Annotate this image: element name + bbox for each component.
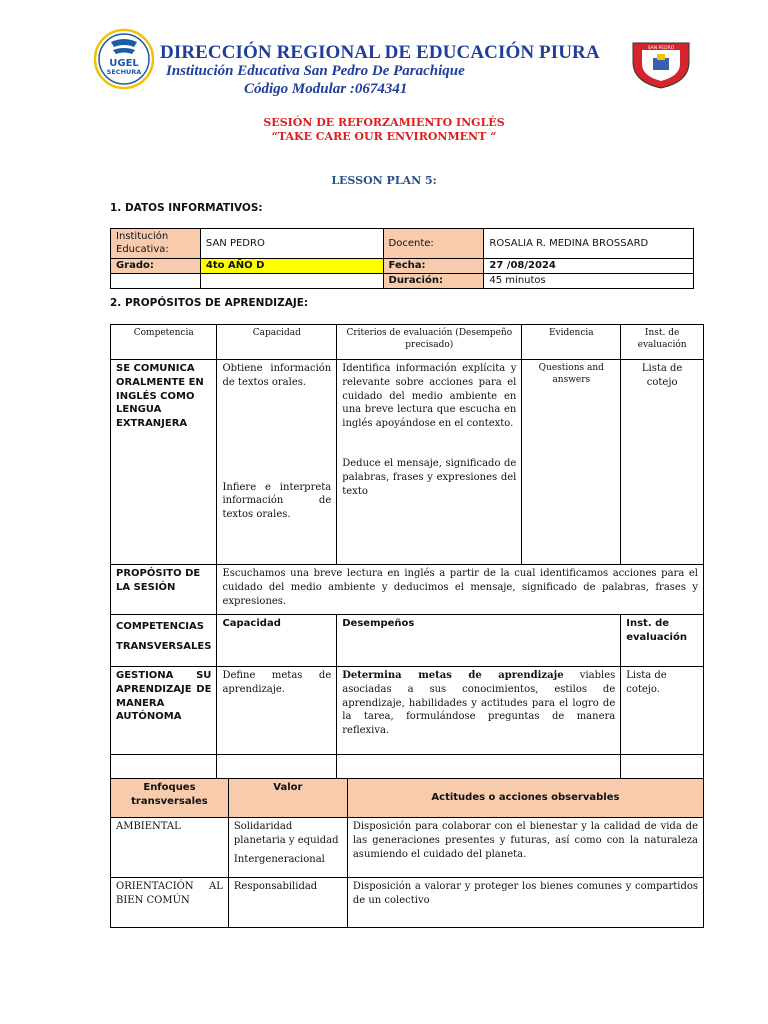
session-subtitle: “TAKE CARE OUR ENVIRONMENT “ [271,130,497,143]
docente-value: ROSALIA R. MEDINA BROSSARD [484,229,694,259]
gestiona-inst: Lista de cotejo. [621,667,704,755]
gestiona-desempeno-rest: viables asociadas a sus conocimientos, estilos de aprendizaje, habilidades y actitudes para el logro de la tarea, formulándose preguntas de manera reflexiva. [342,670,616,737]
gestiona-cell: GESTIONA SU APRENDIZAJE DE MANERA AUTÓNOMA [111,667,217,755]
section-2-heading: 2. PROPÓSITOS DE APRENDIZAJE: [110,297,309,309]
empty-cell [337,755,621,779]
empty-cell [621,755,704,779]
valor-bien-comun: Responsabilidad [228,878,347,928]
transversal-capacidad-header: Capacidad [217,615,337,667]
gestiona-capacidad: Define metas de aprendizaje. [217,667,337,755]
criterios-cell [337,360,522,565]
ugel-logo-text: UGEL [109,58,139,69]
competencia-cell: SE COMUNICA ORALMENTE EN INGLÉS COMO LENGUA EXTRANJERA [111,360,217,565]
session-title: SESIÓN DE REFORZAMIENTO INGLÉS [263,116,505,129]
duracion-label: Duración: [383,273,484,288]
header-criterios: Criterios de evaluación (Desempeño precisado) [337,325,522,360]
transversal-header: COMPETENCIAS TRANSVERSALES [111,615,217,667]
empty-cell [217,755,337,779]
fecha-label: Fecha: [383,259,484,274]
proposito-text: Escuchamos una breve lectura en inglés a partir de la cual identificamos acciones para el cuidado del medio ambiente y deducimos el mensaje, significado de palabras, frases y expresiones. [217,565,704,615]
header-capacidad: Capacidad [217,325,337,360]
inst-value: SAN PEDRO [200,229,383,259]
actitudes-header: Actitudes o acciones observables [347,779,703,818]
gestiona-desempeno-bold: Determina metas de aprendizaje [342,670,564,681]
enfoques-table [110,778,704,928]
modular-code: Código Modular :0674341 [244,81,408,97]
capacidad-1: Obtiene información de textos orales. [222,363,332,388]
enfoque-bien-comun: ORIENTACIÓN AL BIEN COMÚN [111,878,229,928]
header-competencia: Competencia [111,325,217,360]
ugel-logo [94,28,154,90]
valor-header: Valor [228,779,347,818]
proposito-label: PROPÓSITO DE LA SESIÓN [111,565,217,615]
empty-cell [111,273,201,288]
grado-label: Grado: [111,259,201,274]
gestiona-desempeno [337,667,621,755]
fecha-value: 27 /08/2024 [484,259,694,274]
empty-cell [111,755,217,779]
criterio-2: Deduce el mensaje, significado de palabras, frases y expresiones del texto [342,457,517,497]
docente-label: Docente: [383,229,484,259]
capacidad-2: Infiere e interpreta información de textos orales. [222,481,332,521]
transversal-inst-header: Inst. de evaluación [621,615,704,667]
valor-ambiental [228,818,347,878]
empty-cell [200,273,383,288]
criterio-1: Identifica información explícita y relevante sobre acciones para el cuidado del medio ambiente en una breve lectura que escucha en inglés apoyándose en el contexto. [342,363,517,430]
school-crest [630,40,692,90]
propositos-table [110,324,704,779]
lesson-plan-label: LESSON PLAN 5: [331,174,437,187]
enfoque-ambiental: AMBIENTAL [111,818,229,878]
transversal-desempenos-header: Desempeños [337,615,621,667]
sechura-logo-text: SECHURA [106,68,142,76]
section-1-heading: 1. DATOS INFORMATIVOS: [110,202,263,214]
header-instrumento: Inst. de evaluación [621,325,704,360]
datos-table [110,228,694,289]
header-evidencia: Evidencia [522,325,621,360]
inst-label: Institución Educativa: [111,229,201,259]
evidencia-cell: Questions and answers [522,360,621,565]
enfoques-header: Enfoques transversales [111,779,229,818]
grado-value: 4to AÑO D [200,259,383,274]
duracion-value: 45 minutos [484,273,694,288]
valor-ambiental-1: Solidaridad planetaria y equidad [233,821,339,846]
capacidad-cell [217,360,337,565]
valor-ambiental-2: Intergeneracional [233,853,325,865]
actitud-bien-comun: Disposición a valorar y proteger los bienes comunes y compartidos de un colectivo [347,878,703,928]
crest-text: SAN PEDRO [647,46,675,51]
actitud-ambiental: Disposición para colaborar con el bienestar y la calidad de vida de las generaciones presentes y futuras, así como con la naturaleza asumiendo el cuidado del planeta. [347,818,703,878]
page-title: DIRECCIÓN REGIONAL DE EDUCACIÓN PIURA [160,42,600,63]
institution-name: Institución Educativa San Pedro De Parachique [166,63,465,79]
instrumento-cell: Lista de cotejo [621,360,704,565]
